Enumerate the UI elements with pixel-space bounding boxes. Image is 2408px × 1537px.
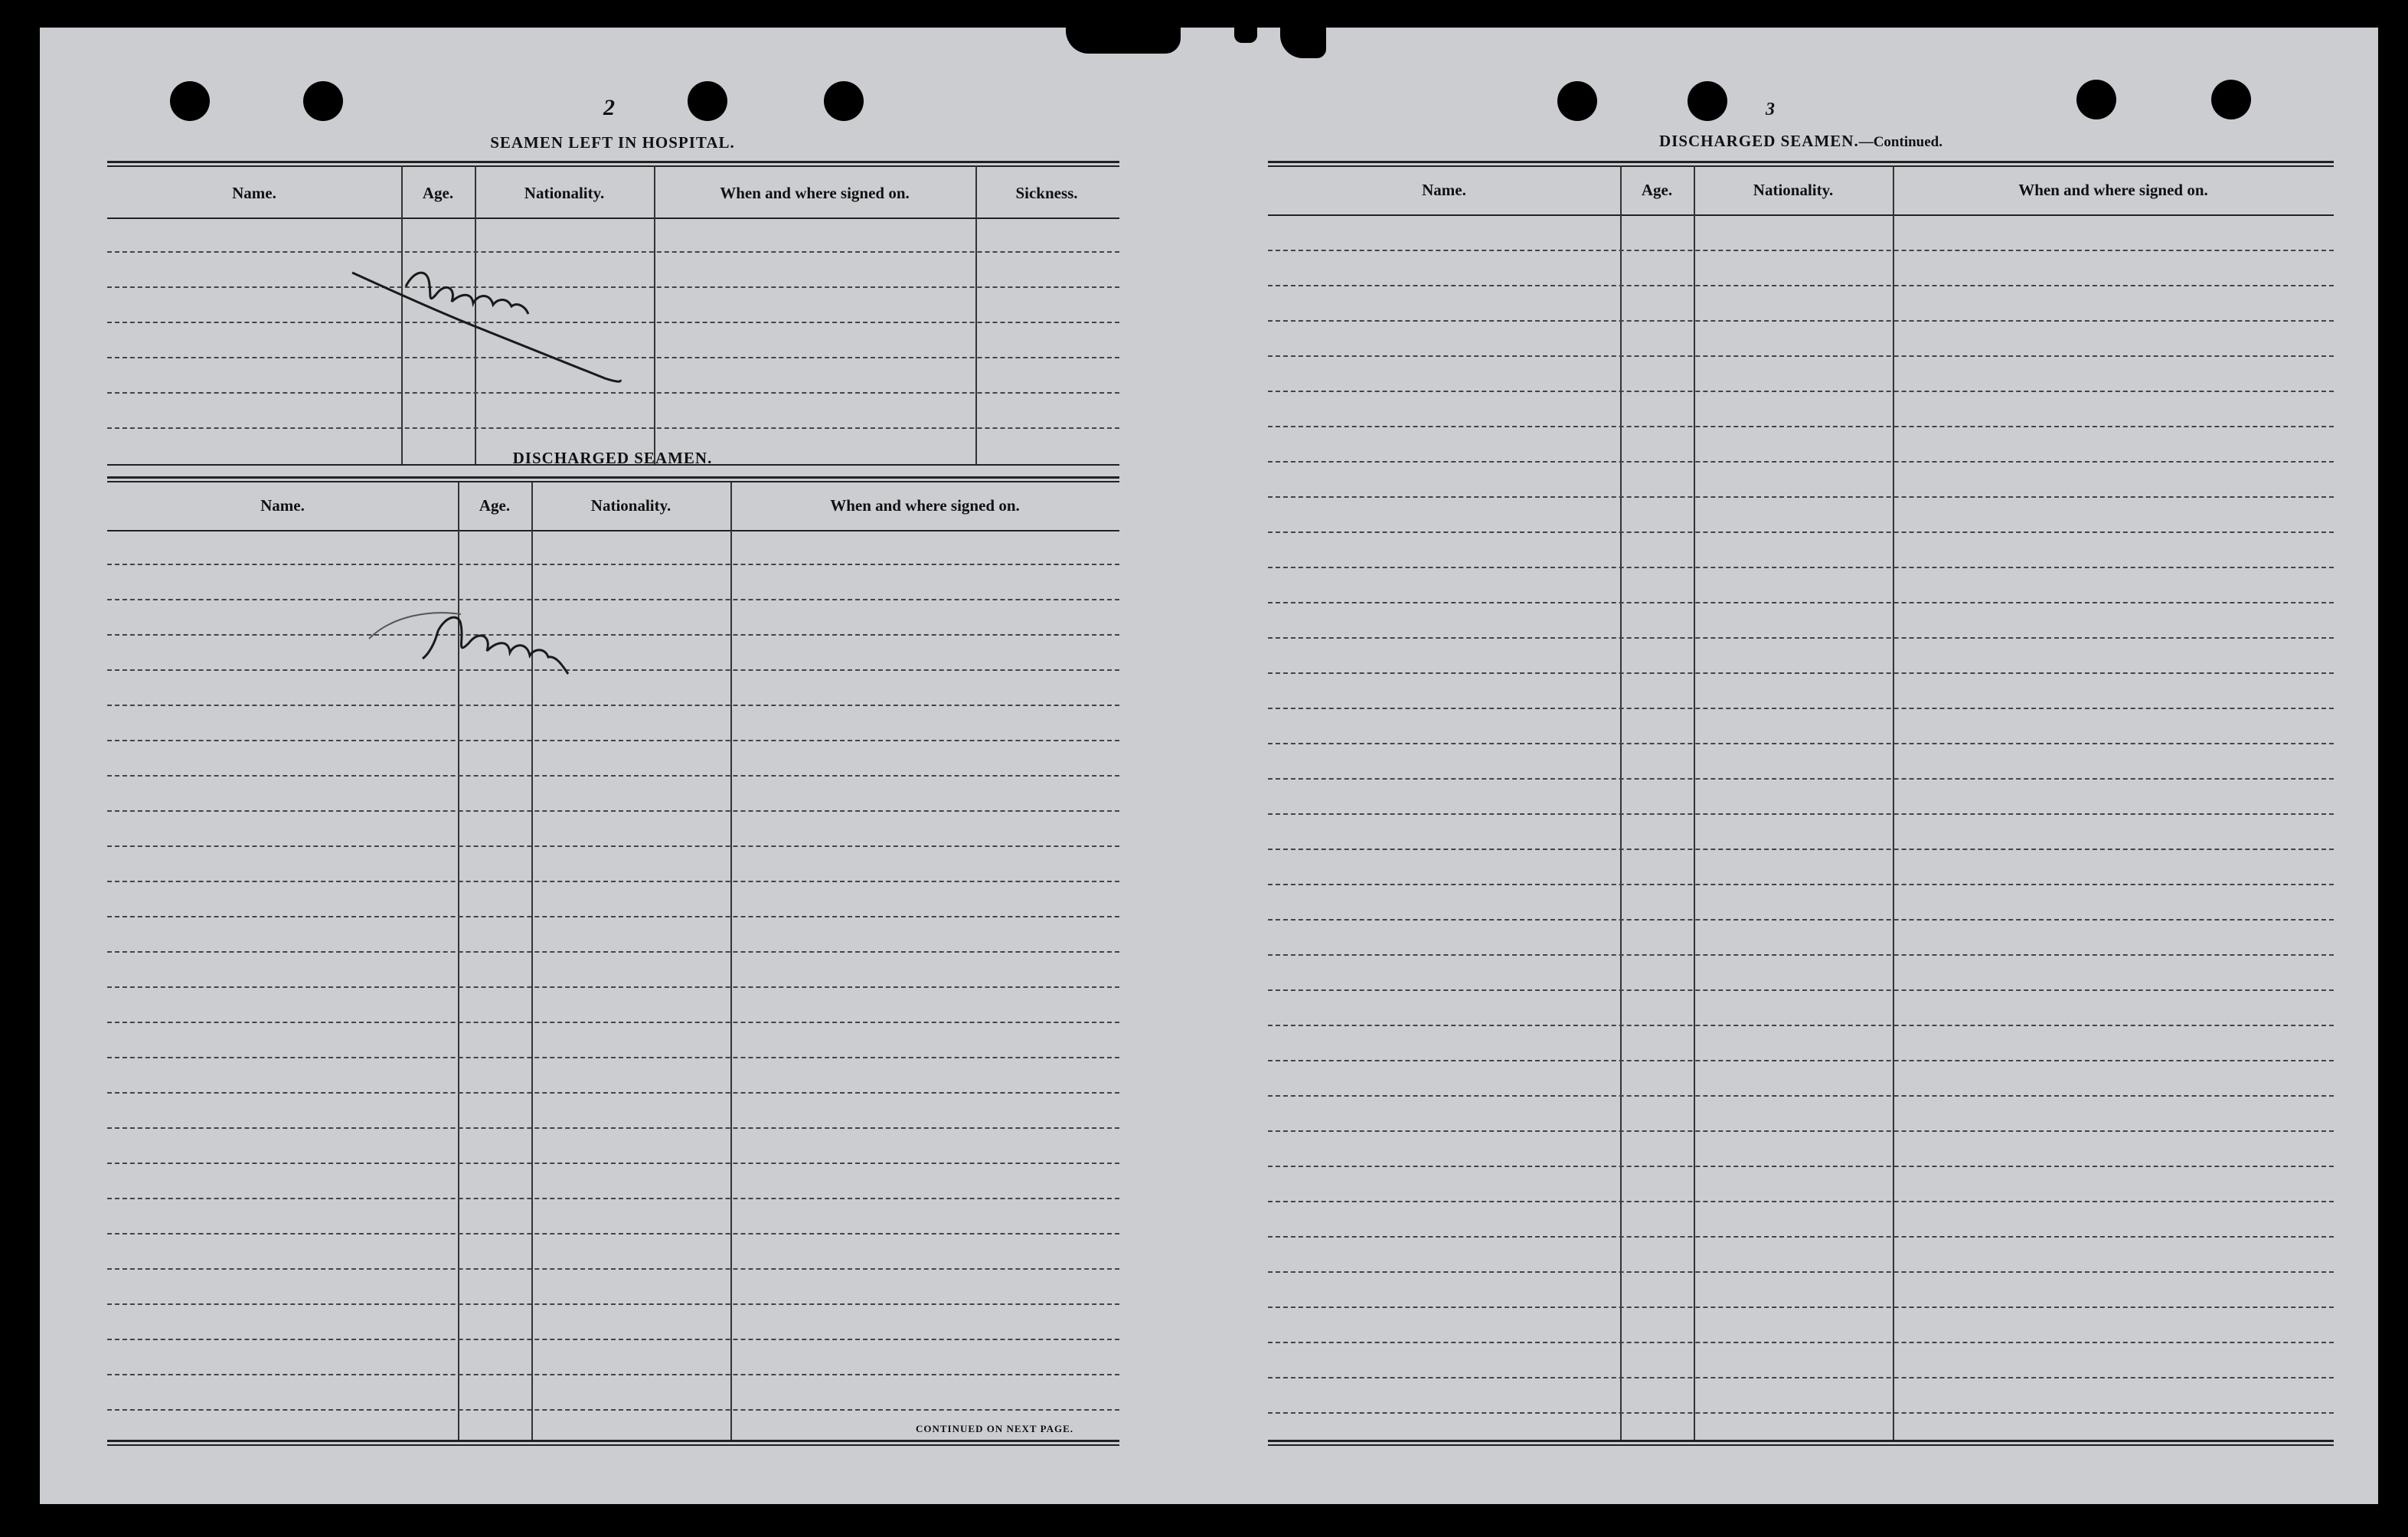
discharged-row-line — [107, 1127, 1119, 1129]
discharged-row-line — [107, 810, 1119, 812]
continued-note: CONTINUED ON NEXT PAGE. — [916, 1423, 1073, 1434]
discharged-row-line — [107, 1374, 1119, 1375]
discharged-continued-bottom-rule — [1268, 1440, 2334, 1446]
torn-edge — [1280, 28, 1326, 58]
discharged-continued-title-main: DISCHARGED SEAMEN. — [1659, 132, 1859, 150]
discharged-continued-row-line — [1268, 250, 2334, 251]
handwritten-none-hospital — [337, 240, 658, 394]
discharged-row-line — [107, 564, 1119, 565]
discharged-continued-row-line — [1268, 391, 2334, 392]
discharged-row-line — [107, 951, 1119, 953]
punch-hole — [170, 81, 210, 121]
hospital-col-age: Age. — [422, 184, 454, 202]
punch-hole — [2211, 80, 2251, 119]
punch-hole — [1557, 81, 1597, 121]
discharged-row-line — [107, 1092, 1119, 1094]
discharged-row-line — [107, 1303, 1119, 1305]
discharged-continued-row-line — [1268, 355, 2334, 357]
discharged-continued-row-line — [1268, 531, 2334, 533]
hospital-col-nationality: Nationality. — [524, 184, 605, 202]
discharged-continued-col-age: Age. — [1641, 181, 1673, 199]
hospital-section-title: SEAMEN LEFT IN HOSPITAL. — [490, 133, 735, 152]
discharged-bottom-rule — [107, 1440, 1119, 1446]
page-number-right: 3 — [1766, 100, 1775, 119]
discharged-row-line — [107, 1233, 1119, 1235]
discharged-continued-col-nationality: Nationality. — [1753, 181, 1834, 199]
page-number-left: 2 — [603, 95, 615, 120]
discharged-row-line — [107, 881, 1119, 882]
discharged-continued-row-line — [1268, 1095, 2334, 1097]
discharged-continued-row-line — [1268, 884, 2334, 885]
handwritten-none-discharged — [361, 585, 637, 692]
discharged-continued-title — [1268, 132, 2334, 151]
hospital-header-rule — [107, 217, 1119, 219]
discharged-col-nationality: Nationality. — [590, 496, 671, 515]
discharged-section-title: DISCHARGED SEAMEN. — [512, 449, 713, 467]
discharged-continued-row-line — [1268, 672, 2334, 674]
discharged-continued-row-line — [1268, 1306, 2334, 1308]
discharged-continued-row-line — [1268, 708, 2334, 709]
discharged-continued-row-line — [1268, 1342, 2334, 1343]
discharged-continued-row-line — [1268, 989, 2334, 991]
discharged-row-line — [107, 740, 1119, 741]
discharged-continued-row-line — [1268, 1377, 2334, 1378]
discharged-row-line — [107, 1409, 1119, 1411]
discharged-row-line — [107, 1057, 1119, 1058]
punch-hole — [1688, 81, 1727, 121]
discharged-continued-row-line — [1268, 849, 2334, 850]
discharged-col-divider — [730, 482, 732, 1441]
discharged-continued-row-line — [1268, 1412, 2334, 1414]
discharged-continued-row-line — [1268, 1201, 2334, 1202]
punch-hole — [303, 81, 343, 121]
discharged-continued-row-line — [1268, 426, 2334, 427]
discharged-continued-title-suffix: —Continued. — [1858, 134, 1942, 150]
torn-edge — [1066, 28, 1181, 54]
discharged-continued-row-line — [1268, 637, 2334, 639]
discharged-continued-row-line — [1268, 285, 2334, 286]
discharged-continued-top-rule — [1268, 161, 2334, 167]
discharged-continued-row-line — [1268, 602, 2334, 603]
discharged-continued-row-line — [1268, 461, 2334, 463]
discharged-col-signed-on: When and where signed on. — [830, 496, 1020, 515]
hospital-col-divider — [975, 165, 977, 464]
discharged-continued-row-line — [1268, 1060, 2334, 1061]
discharged-header-rule — [107, 530, 1119, 531]
discharged-row-line — [107, 775, 1119, 777]
discharged-continued-row-line — [1268, 743, 2334, 744]
discharged-continued-row-line — [1268, 567, 2334, 568]
hospital-row-line — [107, 427, 1119, 429]
punch-hole — [688, 81, 727, 121]
discharged-row-line — [107, 1268, 1119, 1270]
discharged-continued-col-name: Name. — [1422, 181, 1466, 199]
discharged-row-line — [107, 1163, 1119, 1164]
discharged-row-line — [107, 916, 1119, 917]
discharged-continued-row-line — [1268, 813, 2334, 815]
discharged-continued-row-line — [1268, 1271, 2334, 1273]
discharged-row-line — [107, 845, 1119, 847]
punch-hole — [824, 81, 864, 121]
discharged-continued-row-line — [1268, 954, 2334, 956]
discharged-row-line — [107, 1339, 1119, 1340]
discharged-continued-header-rule — [1268, 214, 2334, 216]
discharged-continued-row-line — [1268, 919, 2334, 921]
discharged-row-line — [107, 1198, 1119, 1199]
discharged-row-line — [107, 1022, 1119, 1023]
discharged-continued-row-line — [1268, 320, 2334, 322]
discharged-continued-row-line — [1268, 1025, 2334, 1026]
ledger-sheet — [40, 28, 2378, 1504]
discharged-col-name: Name. — [260, 496, 305, 515]
discharged-row-line — [107, 986, 1119, 988]
discharged-continued-row-line — [1268, 1236, 2334, 1238]
discharged-row-line — [107, 705, 1119, 706]
hospital-col-signed-on: When and where signed on. — [720, 184, 910, 202]
hospital-col-sickness: Sickness. — [1015, 184, 1078, 202]
discharged-continued-row-line — [1268, 1166, 2334, 1167]
punch-hole — [2076, 80, 2116, 119]
hospital-col-name: Name. — [232, 184, 276, 202]
discharged-continued-row-line — [1268, 1130, 2334, 1132]
discharged-top-rule — [107, 476, 1119, 482]
discharged-continued-row-line — [1268, 778, 2334, 780]
torn-edge — [1234, 28, 1257, 43]
discharged-continued-col-signed-on: When and where signed on. — [2018, 181, 2208, 199]
discharged-col-age: Age. — [479, 496, 511, 515]
discharged-continued-row-line — [1268, 496, 2334, 498]
hospital-top-rule — [107, 161, 1119, 167]
